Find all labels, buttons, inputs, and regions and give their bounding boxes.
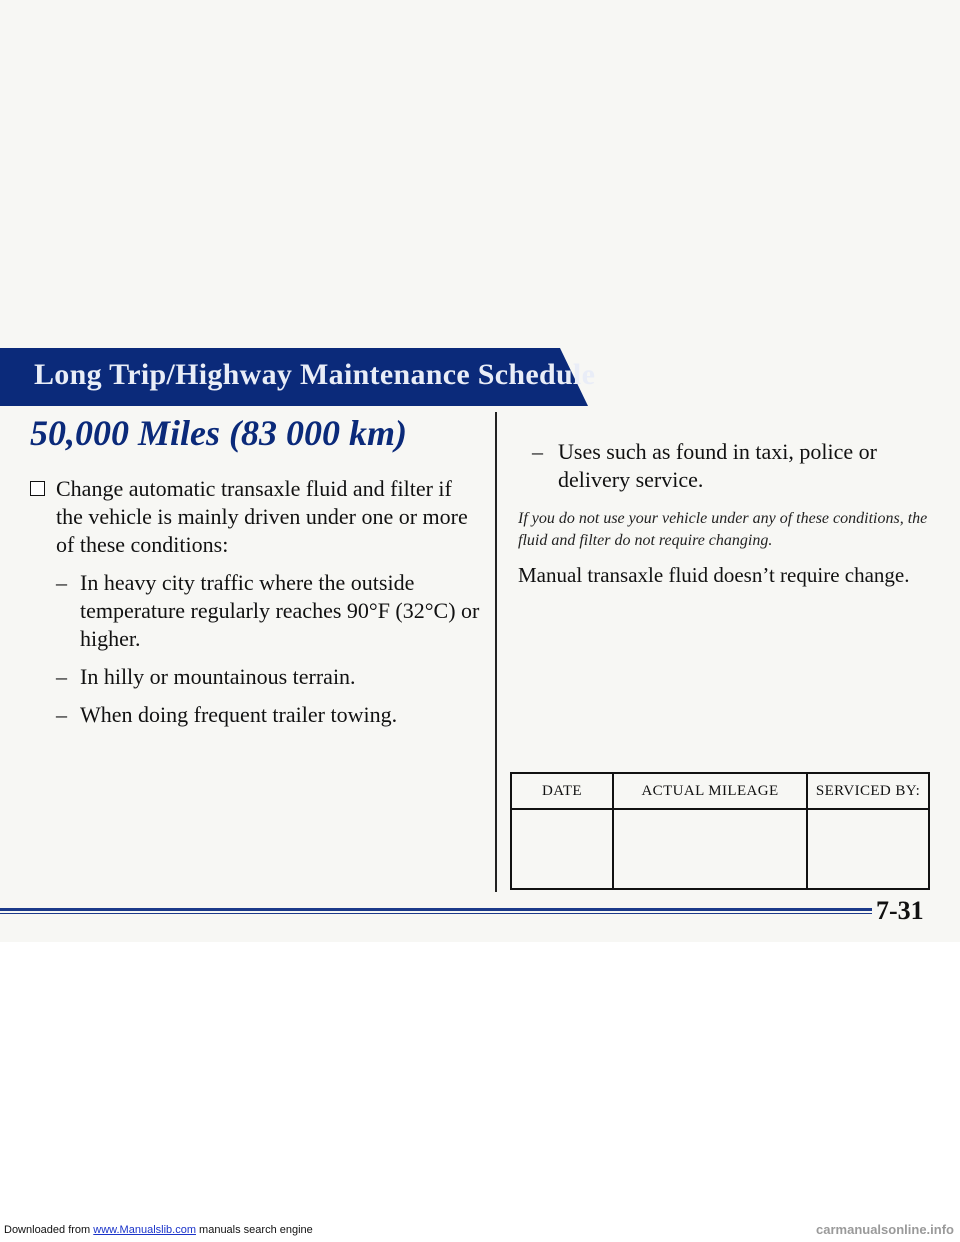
date-cell[interactable] [511, 809, 613, 889]
italic-note: If you do not use your vehicle under any of these conditions, the fluid and filter do not require changing. [518, 510, 928, 549]
bottom-rule-thin [0, 913, 918, 914]
dash-icon: – [56, 702, 67, 727]
condition-text: Uses such as found in taxi, police or delivery service. [558, 439, 877, 492]
conditions-list [56, 569, 480, 729]
serviced-by-header: SERVICED BY: [807, 773, 929, 809]
bottom-rule [0, 908, 918, 911]
download-footer [4, 1224, 313, 1236]
condition-text: In heavy city traffic where the outside temperature regularly reaches 90°F (32°C) or higher. [80, 570, 480, 651]
dash-icon: – [56, 570, 67, 595]
list-item [56, 701, 480, 729]
mileage-heading: 50,000 Miles (83 000 km) [30, 413, 407, 453]
footer-suffix: manuals search engine [195, 1224, 313, 1236]
check-item [30, 475, 480, 559]
column-divider [495, 412, 497, 892]
right-column [518, 438, 938, 588]
banner-title: Long Trip/Highway Maintenance Schedule [34, 358, 596, 391]
list-item [518, 438, 938, 494]
mileage-header: ACTUAL MILEAGE [613, 773, 807, 809]
manual-transaxle-note: Manual transaxle fluid doesn’t require change. [518, 563, 910, 587]
service-record-table [510, 772, 930, 890]
footer-prefix: Downloaded from [4, 1224, 94, 1236]
condition-text: In hilly or mountainous terrain. [80, 664, 356, 689]
date-header: DATE [511, 773, 613, 809]
page-number: 7-31 [872, 896, 924, 926]
left-column [30, 475, 480, 739]
list-item [56, 663, 480, 691]
list-item [56, 569, 480, 653]
serviced-by-cell[interactable] [807, 809, 929, 889]
dash-icon: – [56, 664, 67, 689]
dash-icon: – [532, 439, 543, 464]
condition-text: When doing frequent trailer towing. [80, 702, 398, 727]
manualslib-link[interactable]: www.Manualslib.com [93, 1224, 196, 1236]
watermark: carmanualsonline.info [816, 1222, 954, 1237]
mileage-cell[interactable] [613, 809, 807, 889]
checkbox-icon[interactable] [30, 481, 45, 496]
check-item-text: Change automatic transaxle fluid and filter if the vehicle is mainly driven under one or more of these conditions: [56, 476, 468, 557]
